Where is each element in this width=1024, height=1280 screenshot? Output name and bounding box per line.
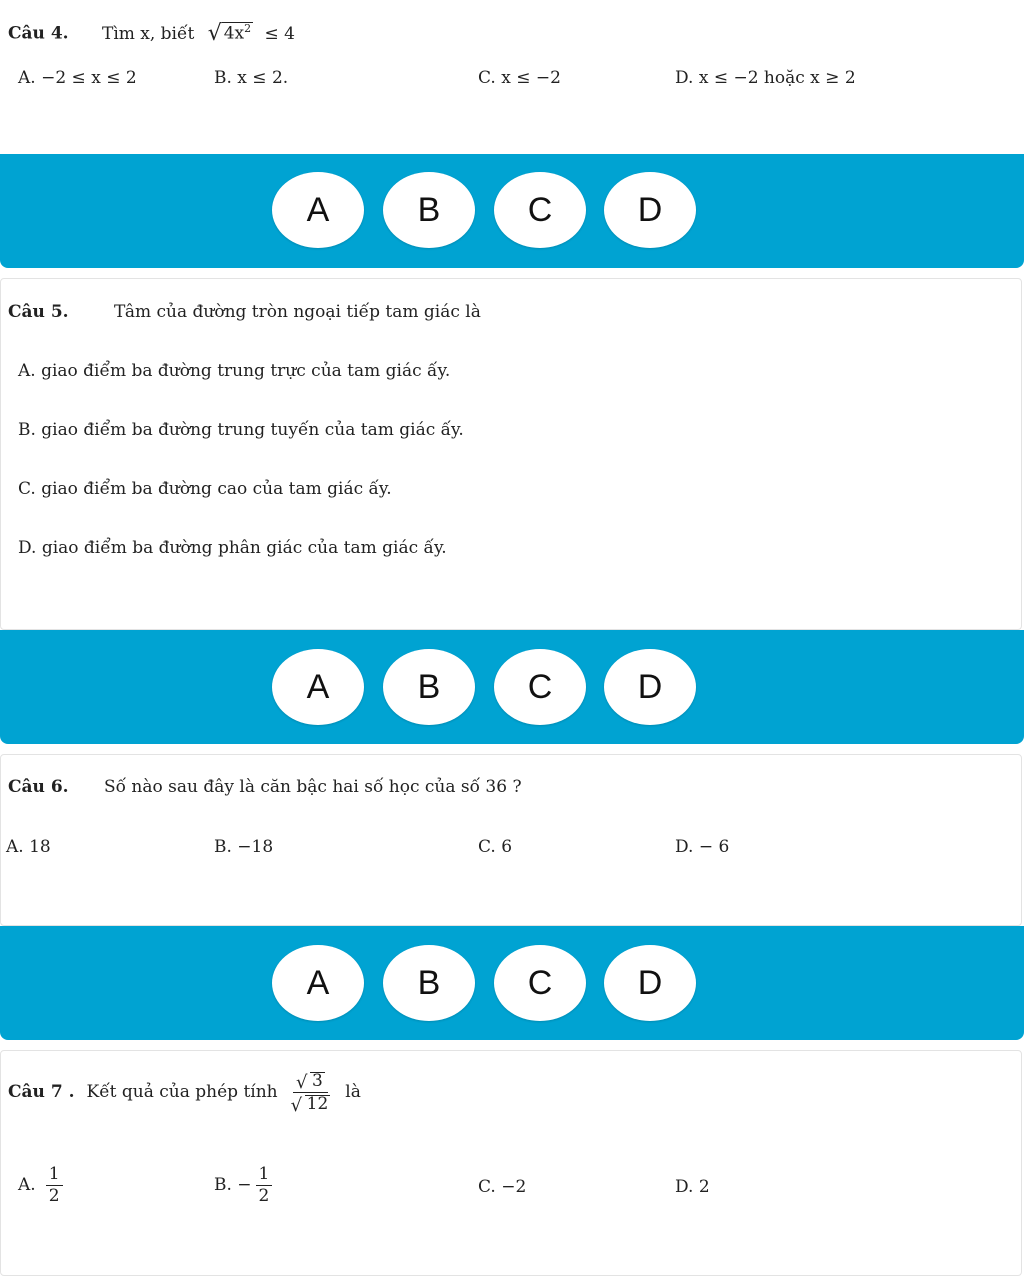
question-6-prompt: Số nào sau đây là căn bậc hai số học của số 36 ? bbox=[103, 777, 522, 797]
answer-button-a[interactable]: A bbox=[272, 172, 364, 248]
q4-option-a: A. −2 ≤ x ≤ 2 bbox=[18, 68, 137, 88]
answer-button-a[interactable]: A bbox=[272, 945, 364, 1021]
answer-button-c[interactable]: C bbox=[494, 945, 586, 1021]
question-5-label: Câu 5. bbox=[8, 302, 69, 322]
q7-option-d: D. 2 bbox=[675, 1177, 710, 1197]
answer-button-b[interactable]: B bbox=[383, 649, 475, 725]
q4-option-c: C. x ≤ −2 bbox=[478, 68, 561, 88]
question-5-prompt: Tâm của đường tròn ngoại tiếp tam giác là bbox=[113, 302, 481, 322]
question-4-relation: ≤ 4 bbox=[264, 23, 295, 44]
answer-button-b[interactable]: B bbox=[383, 172, 475, 248]
question-7-prompt: Kết quả của phép tính bbox=[86, 1082, 278, 1102]
q7-option-b: B. − $\frac{1}{2}$ bbox=[214, 1166, 276, 1205]
q6-option-b: B. −18 bbox=[214, 837, 274, 857]
answer-button-b[interactable]: B bbox=[383, 945, 475, 1021]
answer-band-q5 bbox=[0, 630, 1024, 744]
q4-option-b: B. x ≤ 2. bbox=[214, 68, 289, 88]
answer-button-d[interactable]: D bbox=[604, 945, 696, 1021]
question-7-suffix: là bbox=[345, 1082, 361, 1102]
question-5-card bbox=[0, 278, 1022, 630]
answer-band-q6 bbox=[0, 926, 1024, 1040]
q6-option-a: A. 18 bbox=[6, 837, 51, 857]
sqrt-expression: √ $4x^2$ bbox=[207, 20, 252, 46]
answer-button-d[interactable]: D bbox=[604, 172, 696, 248]
answer-band-q4 bbox=[0, 154, 1024, 268]
question-4-prompt: Tìm x, biết bbox=[101, 23, 195, 44]
q6-option-c: C. 6 bbox=[478, 837, 513, 857]
q5-option-b: B. giao điểm ba đường trung tuyến của tam giác ấy. bbox=[18, 420, 464, 440]
q7-option-c: C. −2 bbox=[478, 1177, 527, 1197]
q4-option-d: D. x ≤ −2 hoặc x ≥ 2 bbox=[675, 68, 856, 88]
q6-option-d: D. − 6 bbox=[675, 837, 730, 857]
question-4-label: Câu 4. bbox=[8, 23, 69, 44]
q5-option-a: A. giao điểm ba đường trung trực của tam giác ấy. bbox=[18, 361, 451, 381]
question-7-label: Câu 7 . bbox=[8, 1082, 75, 1102]
q7-option-a: A. $\frac{1}{2}$ bbox=[18, 1166, 67, 1205]
q5-option-d: D. giao điểm ba đường phân giác của tam giác ấy. bbox=[18, 538, 447, 558]
answer-button-d[interactable]: D bbox=[604, 649, 696, 725]
fraction-sqrt3-over-sqrt12: √ 3 √ 12 bbox=[290, 1071, 329, 1116]
answer-button-c[interactable]: C bbox=[494, 649, 586, 725]
answer-button-c[interactable]: C bbox=[494, 172, 586, 248]
question-6-label: Câu 6. bbox=[8, 777, 69, 797]
q5-option-c: C. giao điểm ba đường cao của tam giác ấy. bbox=[18, 479, 392, 499]
answer-button-a[interactable]: A bbox=[272, 649, 364, 725]
